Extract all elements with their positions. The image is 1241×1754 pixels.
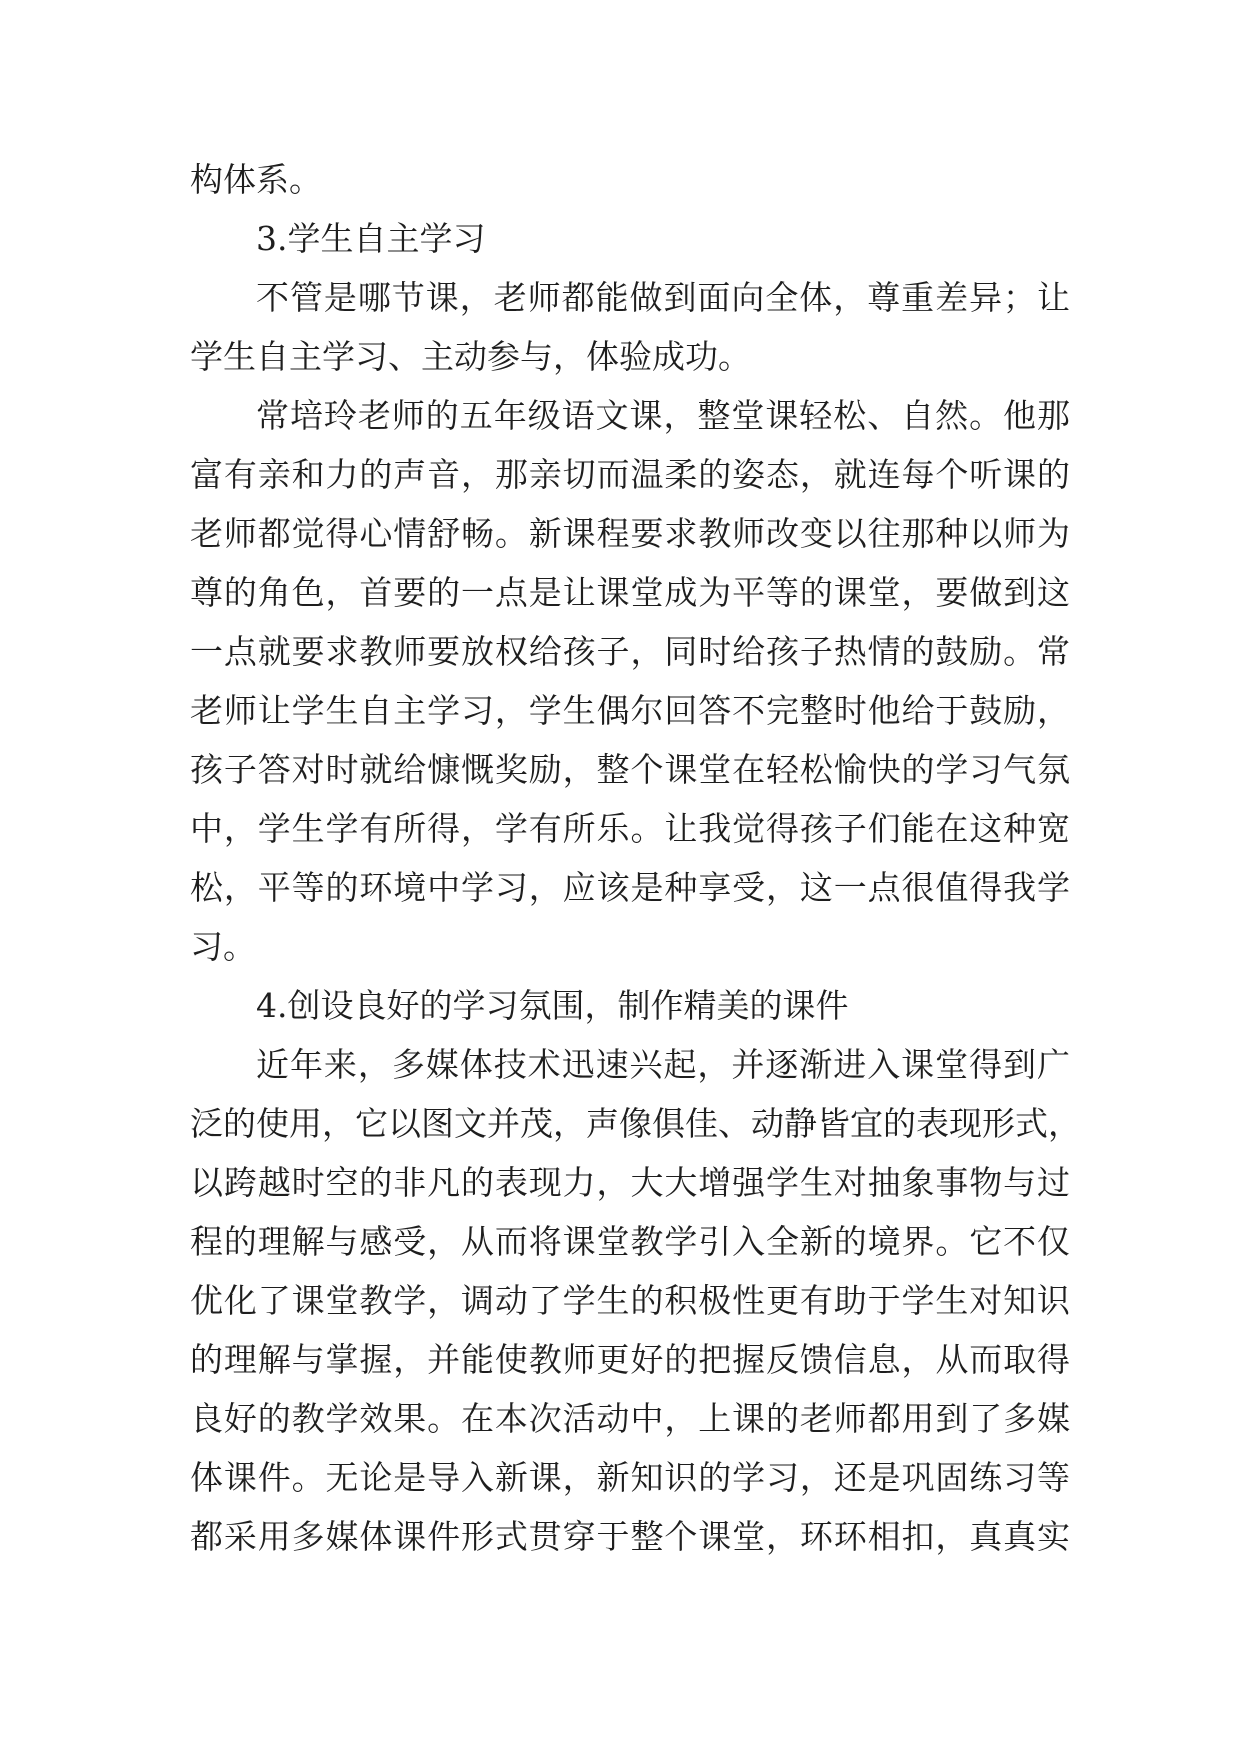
section-heading: 3.学生自主学习 (256, 219, 486, 258)
text-line: 体课件。无论是导入新课，新知识的学习，还是巩固练习等 (190, 1458, 1070, 1497)
text-line: 优化了课堂教学，调动了学生的积极性更有助于学生对知识 (190, 1281, 1070, 1320)
text-line: 富有亲和力的声音，那亲切而温柔的姿态，就连每个听课的 (190, 455, 1070, 494)
text-line: 尊的角色，首要的一点是让课堂成为平等的课堂，要做到这 (190, 573, 1070, 612)
text-line: 老师都觉得心情舒畅。新课程要求教师改变以往那种以师为 (190, 514, 1070, 553)
text-line: 松，平等的环境中学习，应该是种享受，这一点很值得我学 (190, 868, 1070, 907)
text-line: 不管是哪节课，老师都能做到面向全体，尊重差异；让 (256, 278, 1070, 317)
text-line: 程的理解与感受，从而将课堂教学引入全新的境界。它不仅 (190, 1222, 1070, 1261)
text-line: 中，学生学有所得，学有所乐。让我觉得孩子们能在这种宽 (190, 809, 1070, 848)
text-line: 孩子答对时就给慷慨奖励，整个课堂在轻松愉快的学习气氛 (190, 750, 1070, 789)
section-heading: 4.创设良好的学习氛围，制作精美的课件 (256, 986, 849, 1025)
text-line: 泛的使用，它以图文并茂，声像俱佳、动静皆宜的表现形式， (190, 1104, 1081, 1143)
text-line: 老师让学生自主学习，学生偶尔回答不完整时他给于鼓励， (190, 691, 1070, 730)
text-line: 的理解与掌握，并能使教师更好的把握反馈信息，从而取得 (190, 1340, 1070, 1379)
text-line: 良好的教学效果。在本次活动中，上课的老师都用到了多媒 (190, 1399, 1070, 1438)
text-line: 构体系。 (190, 160, 322, 199)
text-line: 习。 (190, 927, 256, 966)
text-line: 常培玲老师的五年级语文课，整堂课轻松、自然。他那 (256, 396, 1070, 435)
text-line: 学生自主学习、主动参与，体验成功。 (190, 337, 751, 376)
text-line: 一点就要求教师要放权给孩子，同时给孩子热情的鼓励。常 (190, 632, 1070, 671)
text-line: 以跨越时空的非凡的表现力，大大增强学生对抽象事物与过 (190, 1163, 1070, 1202)
text-line: 近年来，多媒体技术迅速兴起，并逐渐进入课堂得到广 (256, 1045, 1070, 1084)
text-line: 都采用多媒体课件形式贯穿于整个课堂，环环相扣，真真实 (190, 1517, 1070, 1556)
